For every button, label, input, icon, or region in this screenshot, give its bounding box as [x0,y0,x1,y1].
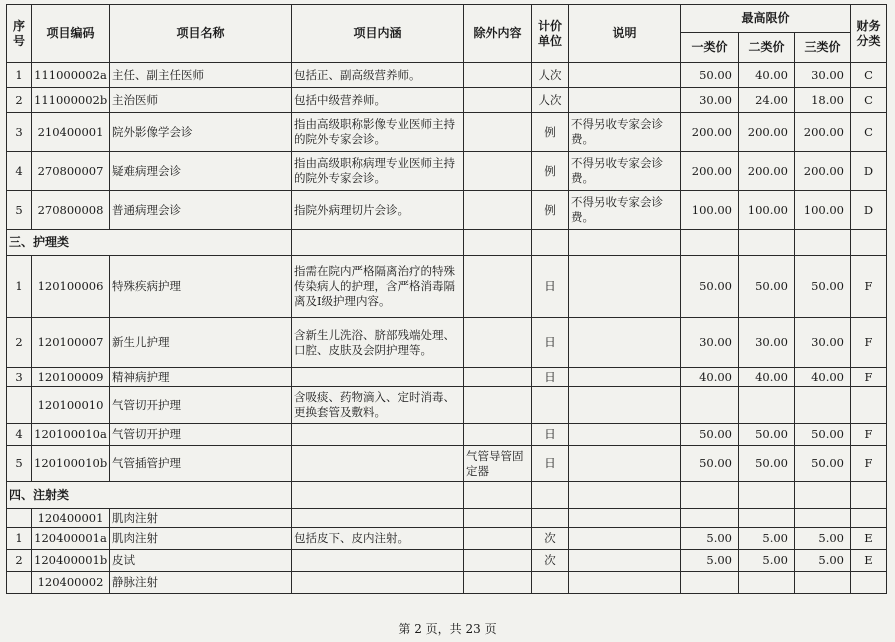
finance-cell [851,387,887,424]
price-3-cell: 30.00 [795,63,851,88]
header-p1: 一类价 [681,33,739,63]
seq-cell: 1 [7,528,32,550]
content-cell [292,368,464,387]
table-row [7,509,887,528]
finance-cell: F [851,256,887,318]
price-3-cell [795,509,851,528]
empty-cell [851,482,887,509]
price-2-cell: 40.00 [739,368,795,387]
table-row [7,318,887,368]
empty-cell [569,230,681,256]
seq-cell: 1 [7,63,32,88]
note-cell [569,63,681,88]
seq-cell: 4 [7,424,32,446]
header-exclude: 除外内容 [464,5,532,63]
name-cell: 气管切开护理 [110,424,292,446]
price-2-cell: 50.00 [739,424,795,446]
finance-cell: F [851,318,887,368]
price-1-cell: 50.00 [681,446,739,482]
content-cell: 指由高级职称病理专业医师主持的院外专家会诊。 [292,152,464,191]
header-p3: 三类价 [795,33,851,63]
content-cell: 指由高级职称影像专业医师主持的院外专家会诊。 [292,113,464,152]
table-row [7,550,887,572]
content-cell: 指院外病理切片会诊。 [292,191,464,230]
price-3-cell [795,572,851,594]
empty-cell [681,230,739,256]
note-cell [569,318,681,368]
price-2-cell [739,509,795,528]
price-3-cell: 50.00 [795,424,851,446]
page-footer: 第 2 页，共 23 页 [398,622,497,636]
note-cell: 不得另收专家会诊费。 [569,152,681,191]
price-3-cell: 200.00 [795,152,851,191]
unit-cell: 例 [532,191,569,230]
price-1-cell: 200.00 [681,152,739,191]
empty-cell [292,230,464,256]
code-cell: 120100010 [32,387,110,424]
finance-cell: C [851,88,887,113]
empty-cell [795,482,851,509]
finance-cell: D [851,191,887,230]
exclude-cell [464,368,532,387]
note-cell [569,446,681,482]
name-cell: 静脉注射 [110,572,292,594]
table-header [7,5,887,63]
price-2-cell: 200.00 [739,152,795,191]
price-3-cell: 5.00 [795,528,851,550]
code-cell: 120100010b [32,446,110,482]
price-3-cell: 50.00 [795,446,851,482]
unit-cell: 日 [532,446,569,482]
price-2-cell: 50.00 [739,446,795,482]
finance-cell: F [851,424,887,446]
exclude-cell [464,152,532,191]
section-row [7,482,887,509]
content-cell [292,509,464,528]
unit-cell: 次 [532,528,569,550]
note-cell [569,387,681,424]
price-1-cell [681,572,739,594]
price-2-cell [739,387,795,424]
table-row [7,256,887,318]
table-row [7,152,887,191]
exclude-cell [464,318,532,368]
name-cell: 气管插管护理 [110,446,292,482]
name-cell: 气管切开护理 [110,387,292,424]
price-1-cell [681,387,739,424]
price-1-cell: 200.00 [681,113,739,152]
table-row [7,572,887,594]
note-cell [569,256,681,318]
unit-cell: 日 [532,368,569,387]
name-cell: 疑难病理会诊 [110,152,292,191]
price-1-cell: 30.00 [681,318,739,368]
name-cell: 主任、副主任医师 [110,63,292,88]
section-title: 三、护理类 [7,230,292,256]
code-cell: 120100006 [32,256,110,318]
code-cell: 120100009 [32,368,110,387]
exclude-cell [464,113,532,152]
price-1-cell: 50.00 [681,63,739,88]
name-cell: 院外影像学会诊 [110,113,292,152]
unit-cell: 人次 [532,63,569,88]
seq-cell [7,509,32,528]
seq-cell: 2 [7,318,32,368]
seq-cell: 2 [7,550,32,572]
price-2-cell: 200.00 [739,113,795,152]
price-2-cell: 24.00 [739,88,795,113]
price-3-cell: 50.00 [795,256,851,318]
empty-cell [795,230,851,256]
content-cell [292,446,464,482]
price-1-cell: 100.00 [681,191,739,230]
name-cell: 主治医师 [110,88,292,113]
exclude-cell [464,63,532,88]
price-1-cell [681,509,739,528]
price-1-cell: 50.00 [681,256,739,318]
exclude-cell [464,88,532,113]
content-cell: 包括中级营养师。 [292,88,464,113]
name-cell: 皮试 [110,550,292,572]
seq-cell: 5 [7,191,32,230]
price-1-cell: 5.00 [681,550,739,572]
seq-cell: 4 [7,152,32,191]
unit-cell: 日 [532,256,569,318]
code-cell: 120400001a [32,528,110,550]
table-body [7,63,887,594]
unit-cell [532,387,569,424]
empty-cell [464,482,532,509]
seq-cell: 2 [7,88,32,113]
finance-cell: F [851,368,887,387]
empty-cell [569,482,681,509]
content-cell: 包括正、副高级营养师。 [292,63,464,88]
code-cell: 270800008 [32,191,110,230]
note-cell [569,572,681,594]
empty-cell [532,230,569,256]
code-cell: 120100007 [32,318,110,368]
table-row [7,191,887,230]
note-cell: 不得另收专家会诊费。 [569,113,681,152]
price-3-cell: 200.00 [795,113,851,152]
seq-cell: 3 [7,368,32,387]
seq-cell: 1 [7,256,32,318]
unit-cell: 日 [532,424,569,446]
code-cell: 120400001b [32,550,110,572]
price-3-cell [795,387,851,424]
empty-cell [292,482,464,509]
note-cell: 不得另收专家会诊费。 [569,191,681,230]
price-2-cell: 5.00 [739,528,795,550]
unit-cell: 日 [532,318,569,368]
finance-cell: E [851,550,887,572]
finance-cell: C [851,113,887,152]
price-3-cell: 30.00 [795,318,851,368]
header-unit: 计价单位 [532,5,569,63]
table-row [7,424,887,446]
name-cell: 肌肉注射 [110,509,292,528]
note-cell [569,550,681,572]
finance-cell [851,509,887,528]
name-cell: 精神病护理 [110,368,292,387]
header-p2: 二类价 [739,33,795,63]
content-cell: 指需在院内严格隔离治疗的特殊传染病人的护理，含严格消毒隔离及Ⅰ级护理内容。 [292,256,464,318]
content-cell [292,424,464,446]
price-2-cell: 5.00 [739,550,795,572]
table-row [7,88,887,113]
unit-cell: 例 [532,113,569,152]
header-name: 项目名称 [110,5,292,63]
header-seq: 序号 [7,5,32,63]
header-max-price: 最高限价 [681,5,851,33]
header-finance: 财务分类 [851,5,887,63]
unit-cell: 例 [532,152,569,191]
note-cell [569,88,681,113]
empty-cell [464,230,532,256]
table-row [7,113,887,152]
code-cell: 120400001 [32,509,110,528]
code-cell: 120100010a [32,424,110,446]
content-cell: 包括皮下、皮内注射。 [292,528,464,550]
seq-cell: 3 [7,113,32,152]
price-1-cell: 50.00 [681,424,739,446]
content-cell: 含新生儿洗浴、脐部残端处理、口腔、皮肤及会阴护理等。 [292,318,464,368]
exclude-cell [464,424,532,446]
empty-cell [739,482,795,509]
unit-cell [532,509,569,528]
table-row [7,446,887,482]
seq-cell [7,387,32,424]
price-1-cell: 5.00 [681,528,739,550]
exclude-cell [464,509,532,528]
price-2-cell: 50.00 [739,256,795,318]
header-note: 说明 [569,5,681,63]
finance-cell [851,572,887,594]
content-cell [292,572,464,594]
exclude-cell [464,191,532,230]
finance-cell: F [851,446,887,482]
unit-cell [532,572,569,594]
price-2-cell [739,572,795,594]
code-cell: 120400002 [32,572,110,594]
table-row [7,528,887,550]
name-cell: 普通病理会诊 [110,191,292,230]
content-cell: 含吸痰、药物滴入、定时消毒、更换套管及敷料。 [292,387,464,424]
exclude-cell [464,256,532,318]
finance-cell: D [851,152,887,191]
code-cell: 111000002b [32,88,110,113]
table-row [7,63,887,88]
price-table [6,4,887,594]
price-1-cell: 30.00 [681,88,739,113]
seq-cell: 5 [7,446,32,482]
exclude-cell [464,528,532,550]
section-title: 四、注射类 [7,482,292,509]
code-cell: 210400001 [32,113,110,152]
finance-cell: E [851,528,887,550]
seq-cell [7,572,32,594]
price-3-cell: 5.00 [795,550,851,572]
code-cell: 111000002a [32,63,110,88]
price-2-cell: 100.00 [739,191,795,230]
code-cell: 270800007 [32,152,110,191]
content-cell [292,550,464,572]
name-cell: 新生儿护理 [110,318,292,368]
empty-cell [739,230,795,256]
exclude-cell [464,387,532,424]
note-cell [569,424,681,446]
empty-cell [851,230,887,256]
price-3-cell: 40.00 [795,368,851,387]
empty-cell [681,482,739,509]
unit-cell: 人次 [532,88,569,113]
header-content: 项目内涵 [292,5,464,63]
price-2-cell: 40.00 [739,63,795,88]
header-code: 项目编码 [32,5,110,63]
table-row [7,387,887,424]
finance-cell: C [851,63,887,88]
exclude-cell: 气管导管固定器 [464,446,532,482]
empty-cell [532,482,569,509]
price-1-cell: 40.00 [681,368,739,387]
exclude-cell [464,572,532,594]
exclude-cell [464,550,532,572]
note-cell [569,368,681,387]
section-row [7,230,887,256]
unit-cell: 次 [532,550,569,572]
name-cell: 肌肉注射 [110,528,292,550]
price-3-cell: 18.00 [795,88,851,113]
price-3-cell: 100.00 [795,191,851,230]
name-cell: 特殊疾病护理 [110,256,292,318]
note-cell [569,528,681,550]
table-row [7,368,887,387]
price-2-cell: 30.00 [739,318,795,368]
note-cell [569,509,681,528]
